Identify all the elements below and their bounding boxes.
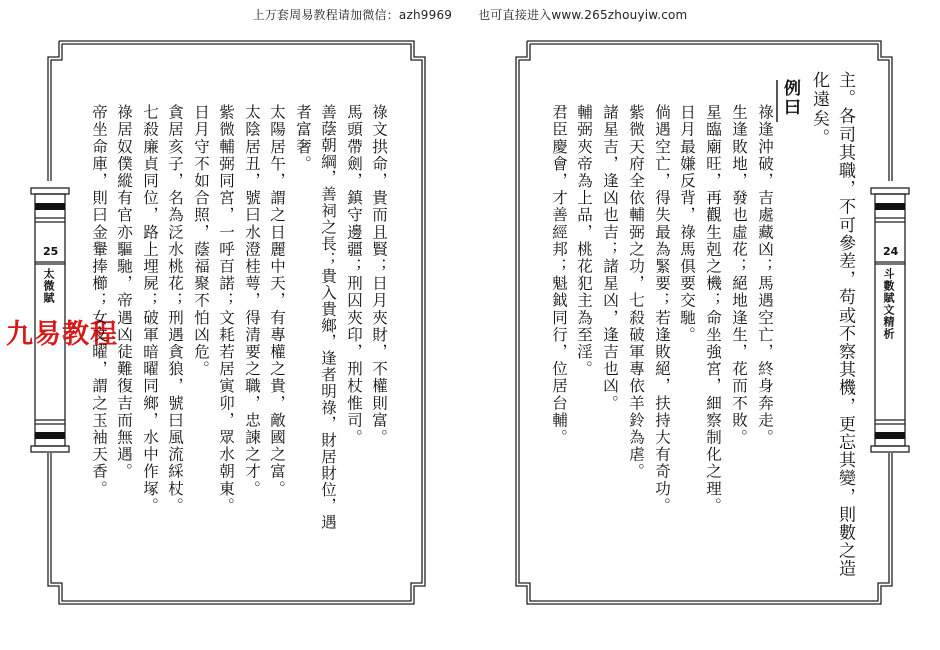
right-intro-line-2: 化遠矣。 <box>809 71 829 148</box>
right-line-1: 祿逢沖破，吉處藏凶；馬遇空亡，終身奔走。 <box>756 104 774 446</box>
left-side-tab: 太微賦 <box>42 268 55 304</box>
example-label: 例曰 <box>780 79 800 118</box>
left-page-number: 25 <box>43 245 59 258</box>
right-line-8: 輔弼夾帝為上品，桃花犯主為至淫。 <box>575 104 593 378</box>
right-line-4: 日月最嫌反背，祿馬俱要交馳。 <box>678 104 696 344</box>
header-text-left: 上万套周易教程请加微信：azh9969 <box>252 8 453 22</box>
right-page-number: 24 <box>883 245 899 258</box>
right-line-7: 諸星吉，逢凶也吉；諸星凶，逢吉也凶。 <box>601 104 619 412</box>
right-side-tab: 斗數賦文精析 <box>882 268 895 340</box>
right-line-3: 星臨廟旺，再觀生剋之機；命坐強宮，細察制化之理。 <box>704 104 722 515</box>
left-line-8: 日月守不如合照，蔭福聚不怕凶危。 <box>192 104 210 378</box>
left-line-7: 紫微輔弼同宮，一呼百諾；文耗若居寅卯，眾水朝東。 <box>217 104 235 515</box>
left-line-5: 太陽居午，謂之日麗中天，有專權之貴，敵國之富。 <box>268 104 286 498</box>
left-line-6: 太陰居丑，號曰水澄桂萼，得清要之職，忠諫之才。 <box>243 104 261 498</box>
left-line-4: 者富奢。 <box>294 104 312 173</box>
left-line-11: 祿居奴僕縱有官亦驅馳，帝遇凶徒難復吉而無遇。 <box>115 104 133 481</box>
right-line-2: 生逢敗地，發也虛花；絕地逢生，花而不敗。 <box>730 104 748 446</box>
right-line-9: 君臣慶會，才善經邦；魁鉞同行，位居台輔。 <box>550 104 568 446</box>
left-line-3: 善蔭朝綱，善祠之長；貴入貴鄉，逢者明祿，財居財位，遇 <box>319 104 337 531</box>
left-line-2: 馬頭帶劍，鎮守邊疆；刑囚夾印，刑杖惟司。 <box>345 104 363 446</box>
left-line-12: 帝坐命庫，則曰金轝捧櫛；女文曜，謂之玉袖天香。 <box>90 104 108 498</box>
right-line-6: 紫微天府全依輔弼之功，七殺破軍專依羊鈴為虐。 <box>627 104 645 481</box>
header-text-right: 也可直接进入www.265zhouyiw.com <box>478 8 688 22</box>
right-intro-line-1: 主。各司其職，不可參差，苟或不察其機，更忘其變，則數之造 <box>835 71 855 578</box>
right-line-5: 倘遇空亡，得失最為緊要；若逢敗絕，扶持大有奇功。 <box>653 104 671 515</box>
watermark-text: 九易教程 <box>6 319 118 350</box>
left-line-1: 祿文拱命，貴而且賢；日月夾財，不權則富。 <box>370 104 388 446</box>
left-line-10: 七殺廉貞同位，路上埋屍；破軍暗曜同鄉，水中作塚。 <box>141 104 159 515</box>
left-line-9: 貪居亥子，名為泛水桃花；刑遇貪狼，號曰風流綵杖。 <box>166 104 184 515</box>
